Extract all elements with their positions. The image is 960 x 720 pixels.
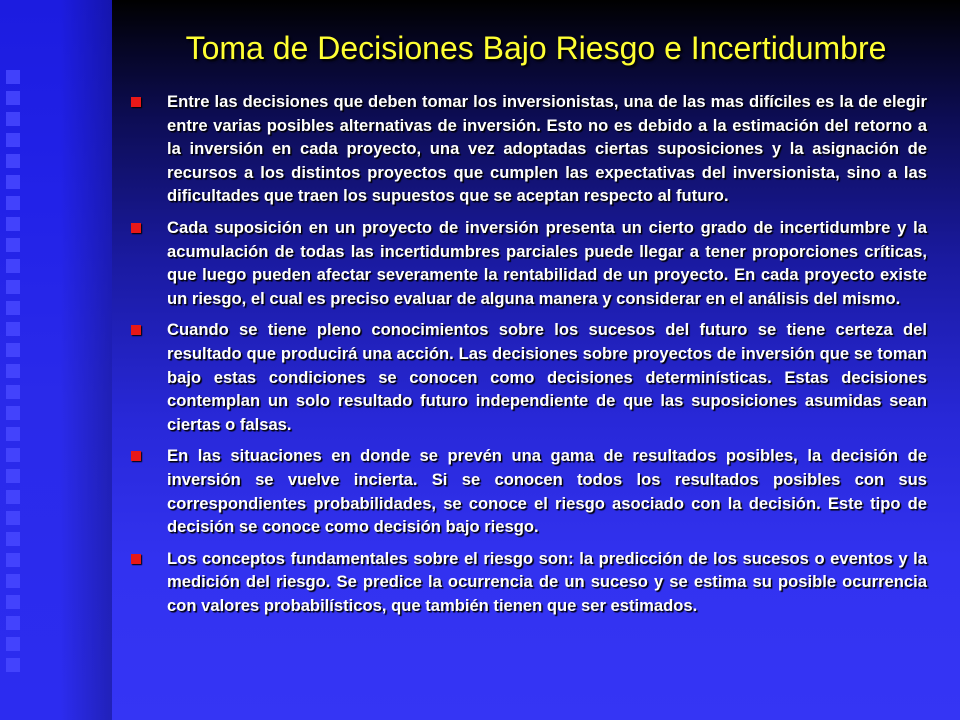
bullet-item [130,318,927,436]
bullet-marker-icon [131,554,141,564]
decorative-square [6,427,20,441]
decorative-square [6,280,20,294]
left-decorative-strip [0,0,112,720]
decorative-square [6,91,20,105]
decorative-square [6,574,20,588]
bullet-marker-icon [131,97,141,107]
decorative-square [6,385,20,399]
bullet-text: Cada suposición en un proyecto de inversión presenta un cierto grado de incertidumbre y la acumulación de todas las incertidumbres parciales puede llegar a tener proporciones críticas, que luego pueden afectar severamente la rentabilidad de un proyecto. En cada proyecto existe un riesgo, el cual es preciso evaluar de alguna manera y considerar en el análisis del mismo. [167,217,927,308]
bullet-text: Los conceptos fundamentales sobre el riesgo son: la predicción de los sucesos o eventos y la medición del riesgo. Se predice la ocurrencia de un suceso y se estima su posible ocurrencia con valores probabilísticos, que también tienen que ser estimados. [167,548,927,615]
bullet-text: Cuando se tiene pleno conocimientos sobre los sucesos del futuro se tiene certeza del resultado que producirá una acción. Las decisiones sobre proyectos de inversión que se toman bajo estas condiciones se conocen como decisiones determinísticas. Estas decisiones contemplan un solo resultado futuro independiente de que las suposiciones asumidas sean ciertas o falsas. [167,320,927,434]
decorative-square [6,217,20,231]
decorative-square [6,406,20,420]
bullet-marker-icon [131,223,141,233]
decorative-square [6,301,20,315]
decorative-square [6,259,20,273]
bullet-marker-icon [131,325,141,335]
decorative-square [6,112,20,126]
bullet-item [130,547,927,618]
bullet-list [130,90,927,625]
decorative-square [6,196,20,210]
decorative-square [6,364,20,378]
bullet-item [130,444,927,538]
decorative-square [6,616,20,630]
bullet-item [130,90,927,208]
decorative-square [6,343,20,357]
decorative-square [6,154,20,168]
decorative-square [6,175,20,189]
decorative-square [6,658,20,672]
slide-title: Toma de Decisiones Bajo Riesgo e Incertidumbre [185,30,887,66]
decorative-square [6,637,20,651]
bullet-text: En las situaciones en donde se prevén una gama de resultados posibles, la decisión de inversión se vuelve incierta. Si se conocen todos los resultados posibles con sus correspondientes probabilidades, se conoce el riesgo asociado con la decisión. Este tipo de decisión se conoce como decisión bajo riesgo. [167,446,927,537]
bullet-marker-icon [131,451,141,461]
decorative-square [6,238,20,252]
decorative-square [6,448,20,462]
decorative-square [6,70,20,84]
decorative-square [6,469,20,483]
decorative-squares [6,70,22,679]
decorative-square [6,595,20,609]
bullet-text: Entre las decisiones que deben tomar los inversionistas, una de las mas difíciles es la de elegir entre varias posibles alternativas de inversión. Esto no es debido a la estimación del retorno a la inversión en cada proyecto, una vez adoptadas ciertas suposiciones y la asignación de recursos a los distintos proyectos que cumplen las expectativas del inversionista, sino a las dificultades que traen los supuestos que se aceptan respecto al futuro. [167,92,927,206]
decorative-square [6,511,20,525]
decorative-square [6,133,20,147]
bullet-item [130,216,927,310]
decorative-square [6,532,20,546]
decorative-square [6,490,20,504]
decorative-square [6,553,20,567]
decorative-square [6,322,20,336]
